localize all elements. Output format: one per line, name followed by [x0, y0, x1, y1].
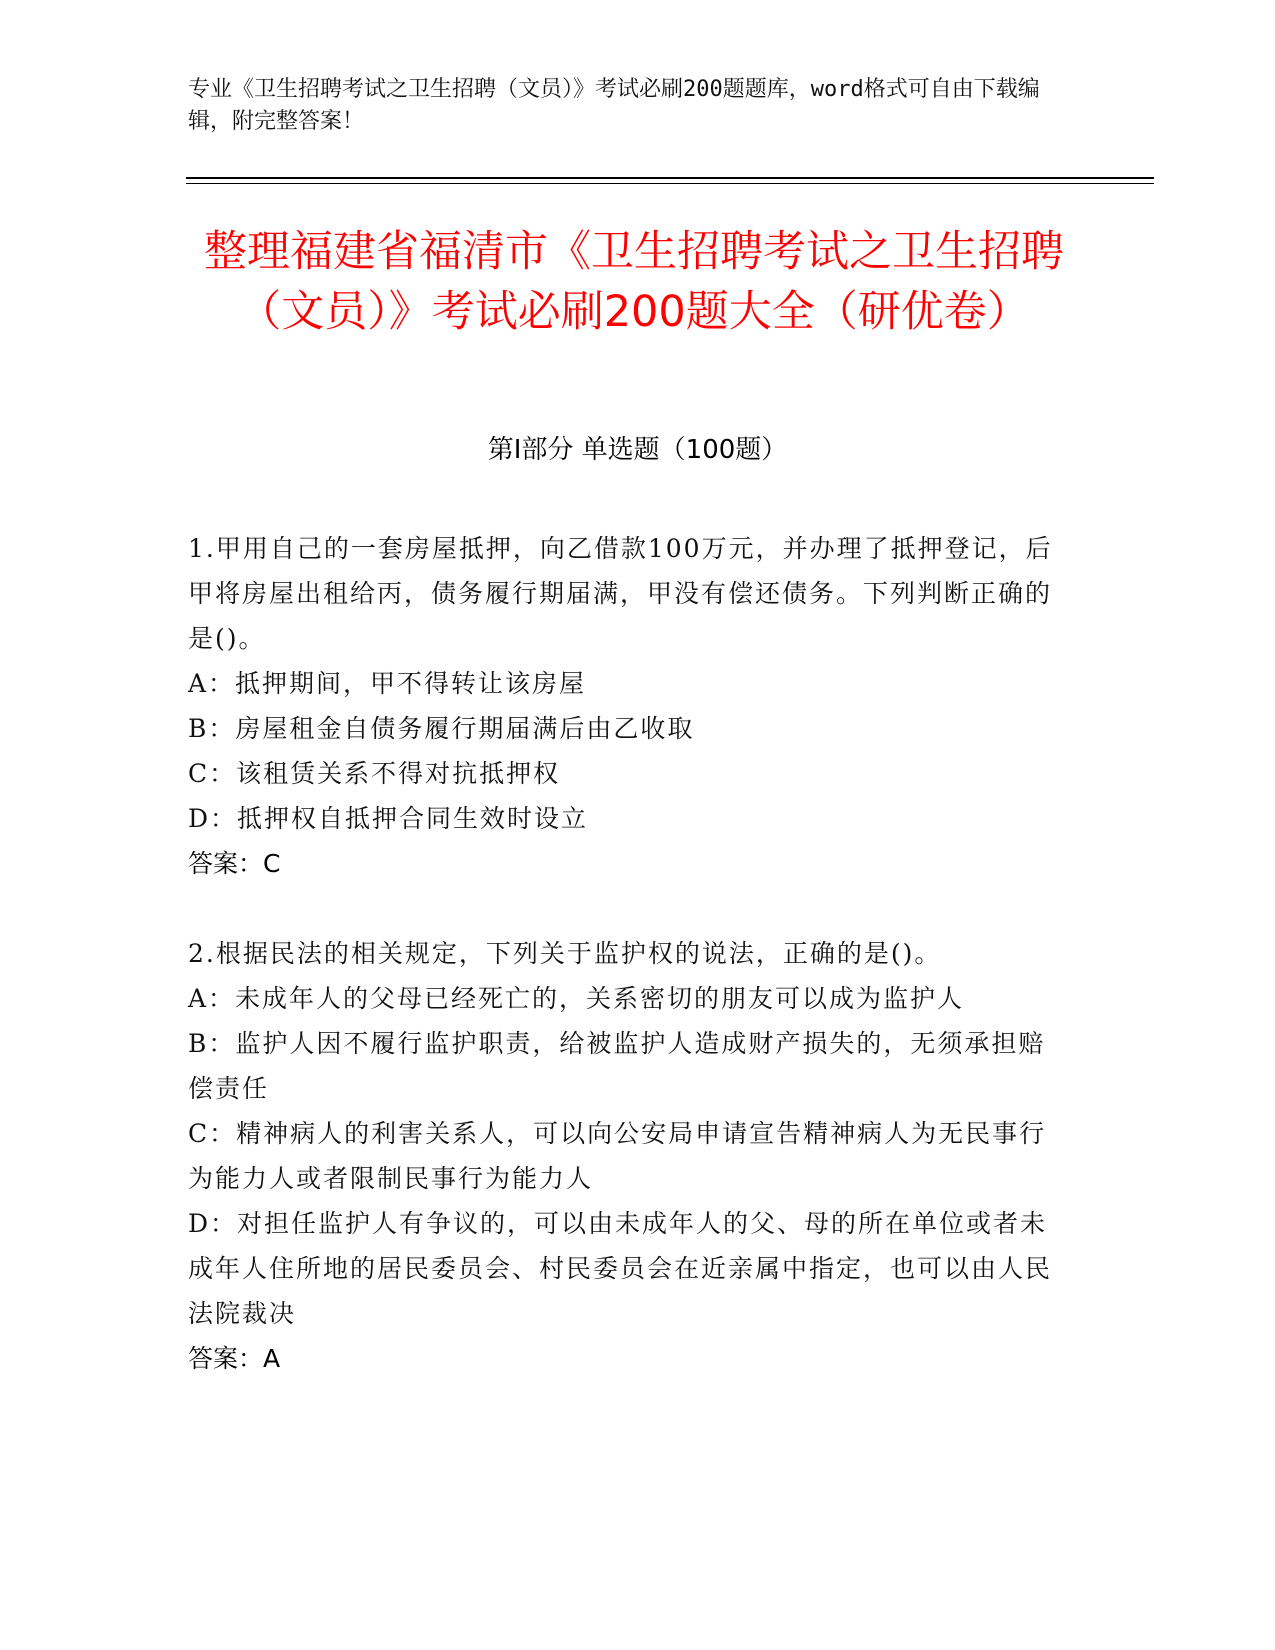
option-d: D：抵押权自抵押合同生效时设立	[188, 804, 589, 833]
option-a: A：抵押期间，甲不得转让该房屋	[188, 669, 587, 698]
answer: 答案：A	[188, 1344, 281, 1373]
question-2	[188, 931, 1068, 1381]
option-c: C：精神病人的利害关系人，可以向公安局申请宣告精神病人为无民事行为能力人或者限制民事行为能力人	[188, 1119, 1047, 1193]
section-heading: 第I部分 单选题（100题）	[487, 435, 788, 465]
option-b: B：监护人因不履行监护职责，给被监护人造成财产损失的，无须承担赔偿责任	[188, 1029, 1046, 1103]
document-title: 整理福建省福清市《卫生招聘考试之卫生招聘（文员）》考试必刷200题大全（研优卷）	[204, 227, 1064, 337]
option-c: C：该租赁关系不得对抗抵押权	[188, 759, 561, 788]
question-1	[188, 526, 1068, 886]
question-text: 1.甲用自己的一套房屋抵押，向乙借款100万元，并办理了抵押登记，后甲将房屋出租给丙，债务履行期届满，甲没有偿还债务。下列判断正确的是()。	[188, 534, 1053, 653]
option-d: D：对担任监护人有争议的，可以由未成年人的父、母的所在单位或者未成年人住所地的居民委员会、村民委员会在近亲属中指定，也可以由人民法院裁决	[188, 1209, 1053, 1328]
option-b: B：房屋租金自债务履行期届满后由乙收取	[188, 714, 695, 743]
option-a: A：未成年人的父母已经死亡的，关系密切的朋友可以成为监护人	[188, 984, 965, 1013]
header-divider-thin	[186, 183, 1154, 184]
header-divider-thick	[186, 177, 1154, 179]
header-note: 专业《卫生招聘考试之卫生招聘（文员）》考试必刷200题题库，word格式可自由下载编辑，附完整答案！	[188, 77, 1040, 134]
question-text: 2.根据民法的相关规定，下列关于监护权的说法，正确的是()。	[188, 939, 942, 968]
answer: 答案：C	[188, 849, 281, 878]
